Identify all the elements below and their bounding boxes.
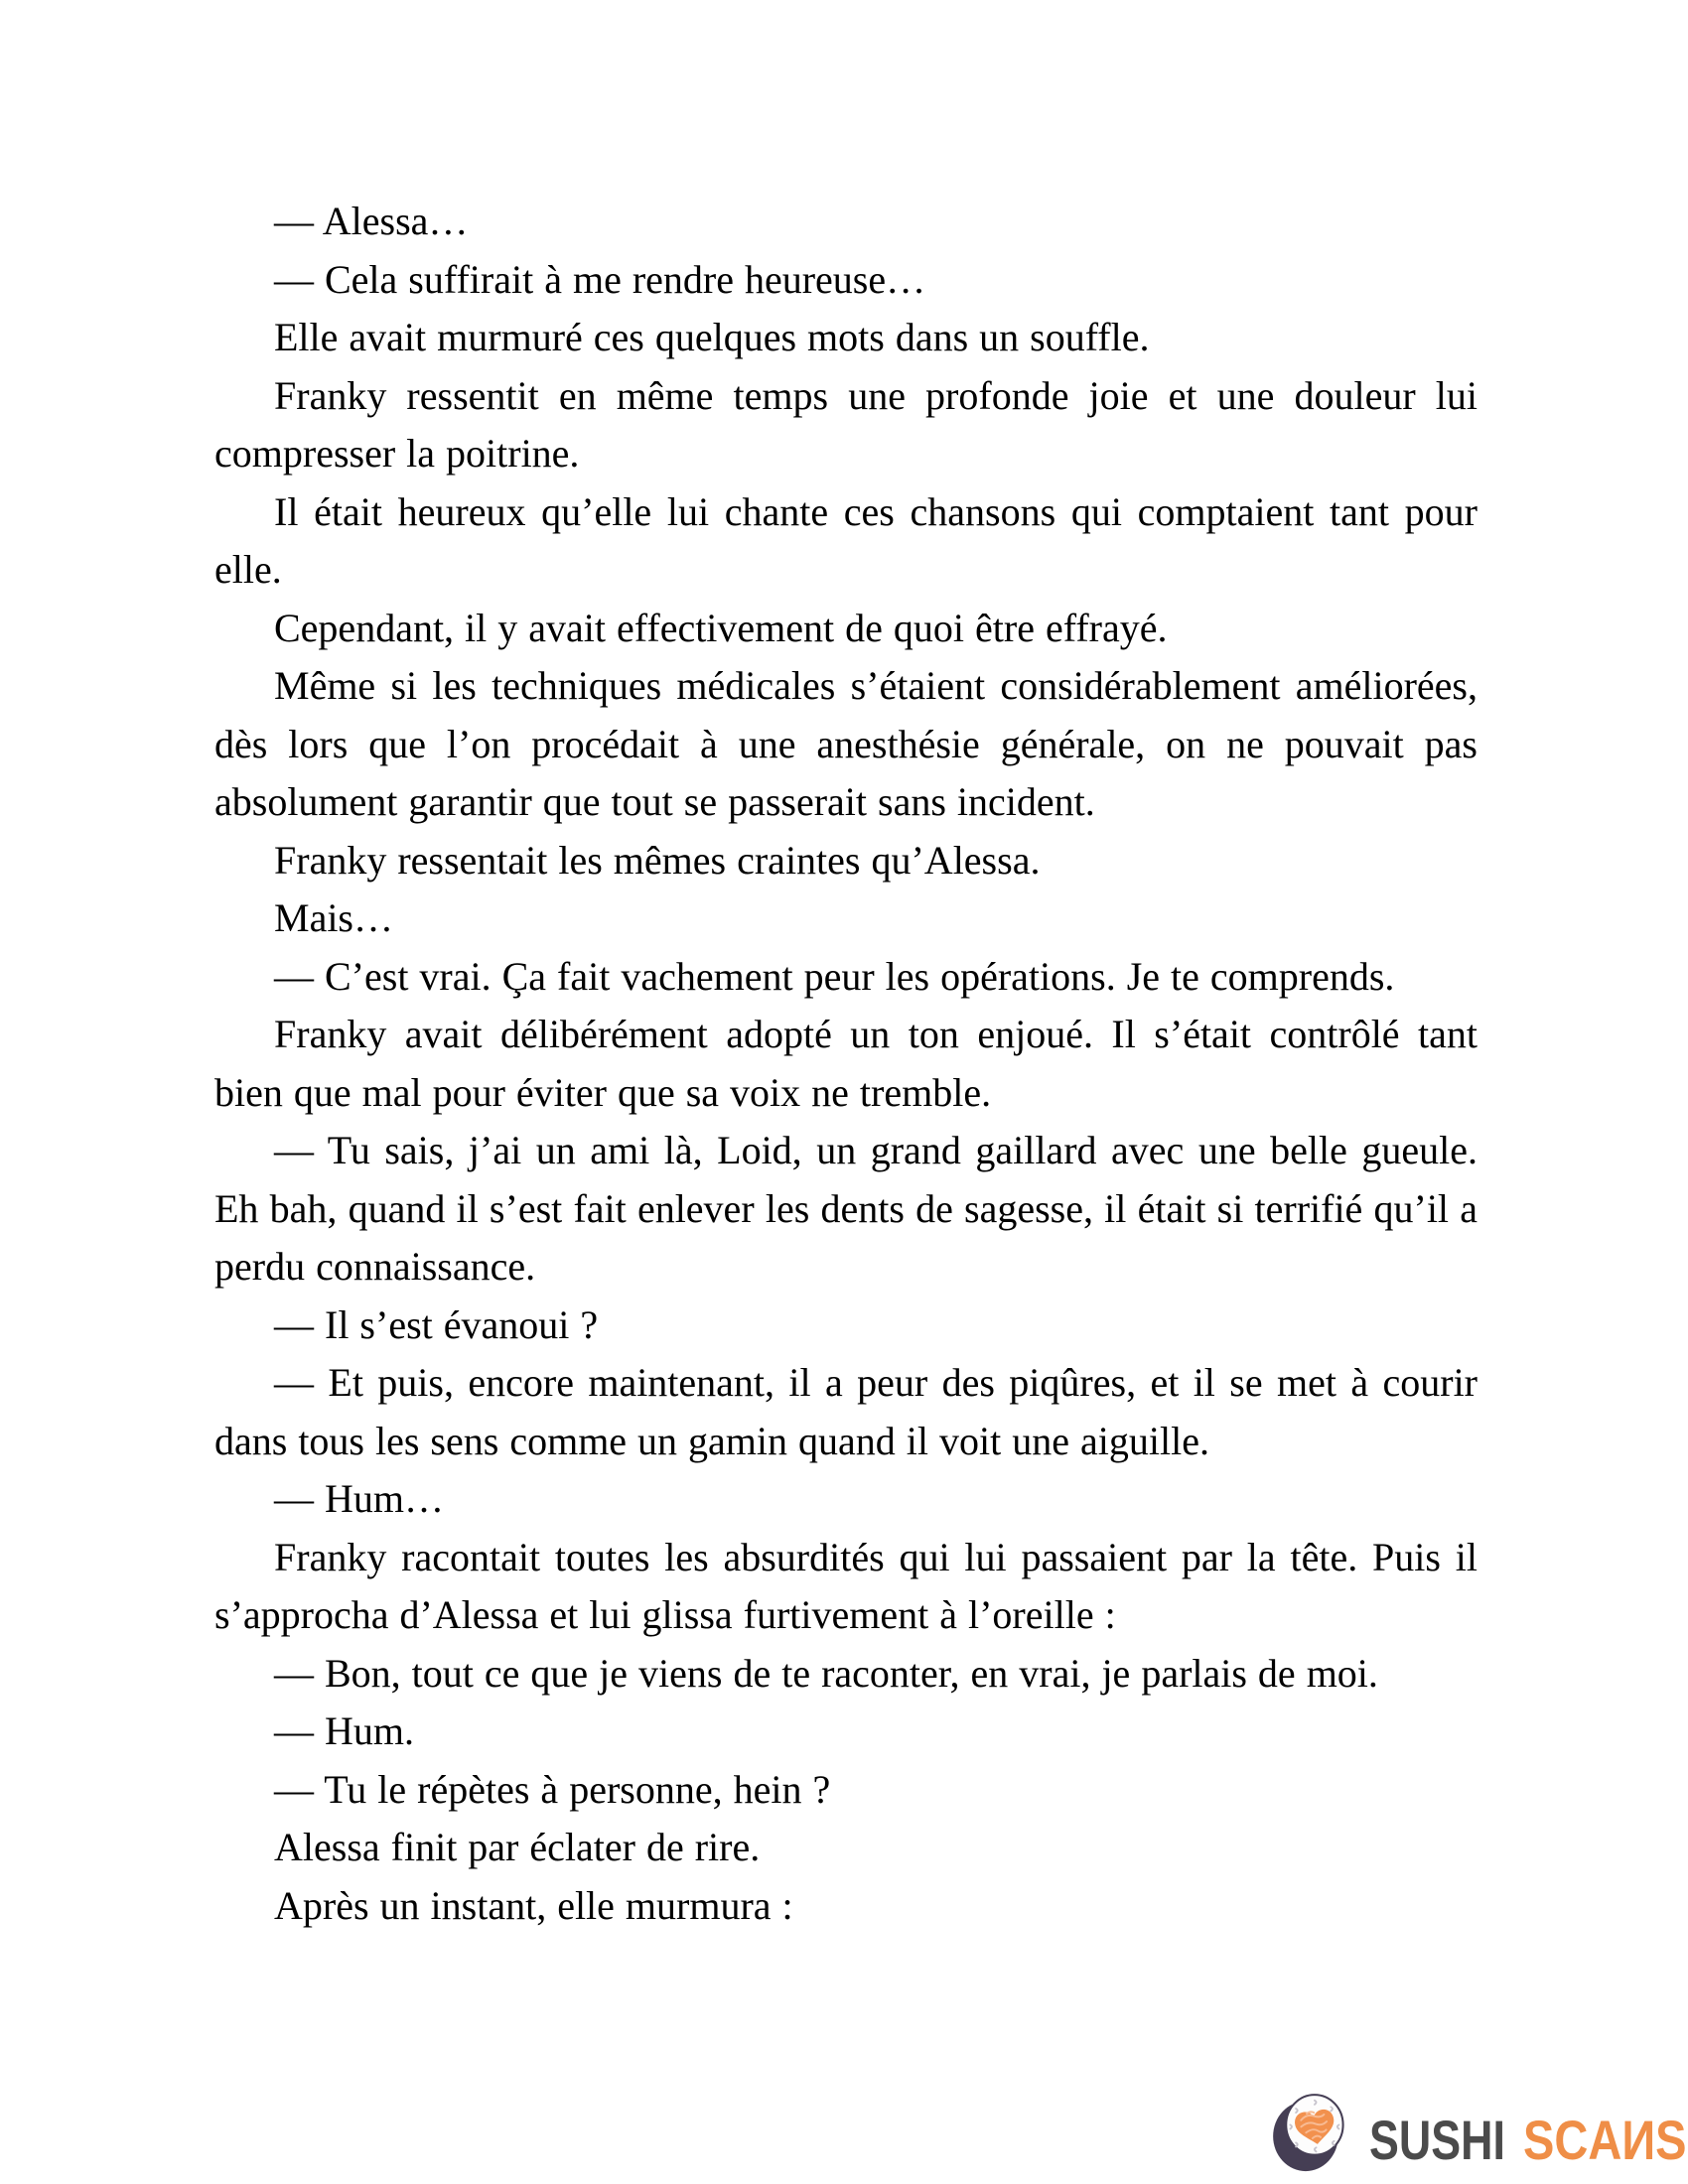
paragraph: Cependant, il y avait effectivement de quoi être effrayé. xyxy=(274,605,1168,650)
paragraph: — Hum. xyxy=(274,1708,414,1753)
paragraph: — Tu le répètes à personne, hein ? xyxy=(274,1766,831,1812)
paragraph: — Hum… xyxy=(274,1476,444,1521)
paragraph: — Cela suffirait à me rendre heureuse… xyxy=(274,256,926,302)
paragraph: Franky avait délibérément adopté un ton enjoué. Il s’était contrôlé tant bien que mal pour éviter que sa voix ne tremble. xyxy=(214,1012,1477,1115)
paragraph: Mais… xyxy=(274,895,393,940)
paragraph: — C’est vrai. Ça fait vachement peur les opérations. Je te comprends. xyxy=(274,953,1395,999)
paragraph: — Et puis, encore maintenant, il a peur des piqûres, et il se met à courir dans tous les sens comme un gamin quand il voit une aiguille. xyxy=(214,1360,1477,1463)
paragraph: Après un instant, elle murmura : xyxy=(274,1882,793,1928)
body-text xyxy=(214,193,1477,1935)
paragraph: — Bon, tout ce que je viens de te raconter, en vrai, je parlais de moi. xyxy=(274,1650,1378,1696)
paragraph: — Il s’est évanoui ? xyxy=(274,1301,599,1347)
sushi-roll-icon xyxy=(1269,2091,1350,2176)
paragraph: Elle avait murmuré ces quelques mots dans un souffle. xyxy=(274,315,1150,359)
paragraph: Alessa finit par éclater de rire. xyxy=(274,1825,761,1869)
sushiscans-logo xyxy=(1269,2089,1688,2180)
paragraph: Franky ressentit en même temps une profonde joie et une douleur lui compresser la poitrine. xyxy=(214,372,1477,476)
paragraph: Même si les techniques médicales s’étaient considérablement améliorées, dès lors que l’on procédait à une anesthésie générale, on ne pouvait pas absolument garantir que tout se passerait sans incident. xyxy=(214,663,1477,824)
paragraph: — Tu sais, j’ai un ami là, Loid, un grand gaillard avec une belle gueule. Eh bah, quand il s’est fait enlever les dents de sagesse, il était si terrifié qu’il a perdu connaissance. xyxy=(214,1128,1477,1289)
paragraph: Franky racontait toutes les absurdités qui lui passaient par la tête. Puis il s’approcha d’Alessa et lui glissa furtivement à l’oreille : xyxy=(214,1534,1477,1637)
logo-text-sushi: SUSHI xyxy=(1369,2109,1505,2171)
logo-text-scans: SCAИS xyxy=(1523,2109,1687,2171)
paragraph: Il était heureux qu’elle lui chante ces chansons qui comptaient tant pour elle. xyxy=(214,488,1477,592)
paragraph: — Alessa… xyxy=(274,199,469,243)
paragraph: Franky ressentait les mêmes craintes qu’Alessa. xyxy=(274,837,1041,883)
